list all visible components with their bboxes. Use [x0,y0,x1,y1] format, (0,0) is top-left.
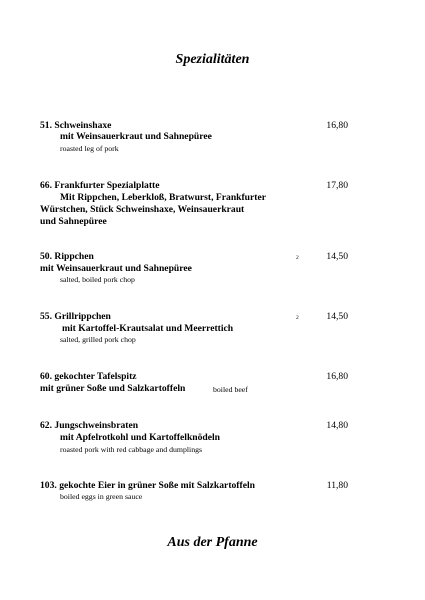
item-title: 51. Schweinshaxe [40,120,112,131]
item-title: 60. gekochter Tafelspitz [40,371,137,382]
item-description: roasted pork with red cabbage and dumplings [60,445,203,454]
item-title: 66. Frankfurter Spezialplatte [40,180,160,191]
item-price: 11,80 [326,480,348,491]
item-price: 16,80 [326,120,348,131]
item-title: 50. Rippchen [40,251,94,262]
item-line: Mit Rippchen, Leberkloß, Bratwurst, Frankfurter [60,192,266,203]
item-price: 14,80 [326,420,348,431]
item-line: Würstchen, Stück Schweinshaxe, Weinsauerkraut [40,204,245,215]
item-description: salted, grilled pork chop [60,335,136,344]
item-line: mit grüner Soße und Salzkartoffeln [40,383,186,394]
item-title: 103. gekochte Eier in grüner Soße mit Salzkartoffeln [40,480,255,491]
item-line: mit Weinsauerkraut und Sahnepüree [40,263,192,274]
item-price: 16,80 [326,371,348,382]
item-title: 62. Jungschweinsbraten [40,420,139,431]
item-price: 14,50 [326,311,348,322]
item-description: salted, boiled pork chop [60,275,135,284]
item-line: mit Weinsauerkraut und Sahnepüree [60,131,212,142]
item-title: 55. Grillrippchen [40,311,111,322]
item-price: 17,80 [326,180,348,191]
item-description: roasted leg of pork [60,144,119,153]
heading-aus-der-pfanne: Aus der Pfanne [167,535,258,550]
item-mark: 2 [296,315,299,321]
item-description: boiled eggs in green sauce [60,492,143,501]
heading-spezialitaeten: Spezialitäten [175,52,250,67]
item-line: mit Apfelrotkohl und Kartoffelknödeln [60,432,221,443]
item-mark: 2 [296,255,299,261]
item-line: und Sahnepüree [40,216,107,227]
item-price: 14,50 [326,251,348,262]
item-line: mit Kartoffel-Krautsalat und Meerrettich [62,323,234,334]
item-description: boiled beef [213,385,248,394]
